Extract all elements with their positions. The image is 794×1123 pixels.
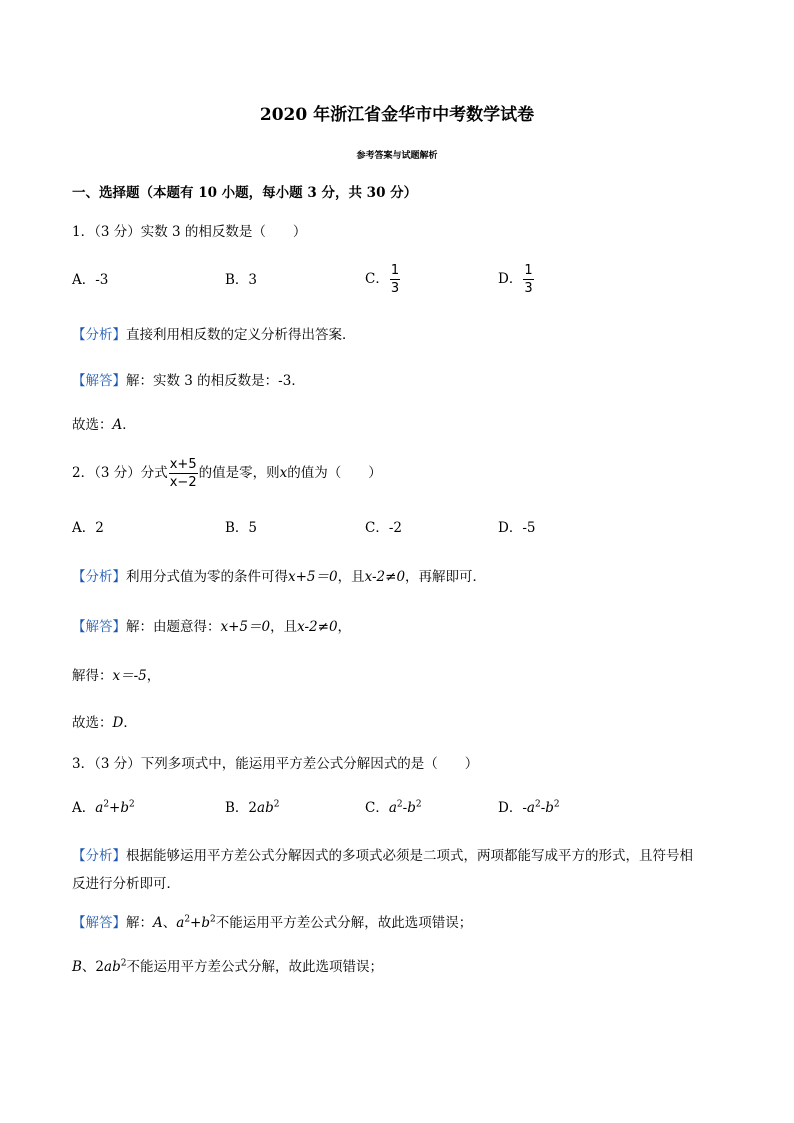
q3-option-a: A．$a^2+b^2$ (72, 799, 135, 816)
q1-option-b: B．3 (225, 272, 258, 288)
q3-option-b: B．$2ab^2$ (225, 799, 280, 816)
page-subtitle: 参考答案与试题解析 (356, 151, 438, 161)
page-title: 2020 年浙江省金华市中考数学试卷 (259, 105, 535, 125)
q1-option-d-fraction: $\frac{1}{3}$ (524, 263, 533, 296)
q2-option-b: B．5 (225, 520, 258, 536)
question-3-stem: 3．（3 分）下列多项式中，能运用平方差公式分解因式的是（ ） (72, 756, 479, 772)
answer-tag: 【解答】 (72, 373, 126, 389)
q1-option-a: A．-3 (72, 272, 109, 288)
q1-option-c-fraction: $\frac{1}{3}$ (390, 263, 400, 296)
analysis-tag: 【分析】 (72, 327, 126, 343)
q1-answer: 【解答】解：实数 3 的相反数是：-3． (72, 373, 305, 389)
q2-option-a: A．2 (72, 520, 104, 536)
q2-analysis: 【分析】利用分式值为零的条件可得x+5＝0，且x-2≠0，再解即可． (72, 569, 487, 585)
q2-answer: 【解答】解：由题意得：x+5＝0，且x-2≠0， (72, 619, 352, 635)
q3-option-d: D．$-a^2-b^2$ (498, 799, 560, 816)
q1-analysis: 【分析】直接利用相反数的定义分析得出答案． (72, 327, 356, 343)
q1-option-d: D． $\frac{1}{3}$ (498, 263, 533, 296)
q3-analysis: 【分析】根据能够运用平方差公式分解因式的多项式必须是二项式，两项都能写成平方的形式，且符号相 反进行分析即可． (72, 848, 693, 892)
q2-solution: 解得：x＝-5， (72, 668, 161, 684)
q3-answer: 【解答】解：A、$a^2+b^2$不能运用平方差公式分解，故此选项错误； (72, 914, 473, 931)
question-2-stem: 2．（3 分）分式 $\frac{x+5}{x-2}$ 的值是零，则x的值为（ ） (72, 457, 382, 490)
q2-option-d: D．-5 (498, 520, 536, 536)
q2-option-c: C．-2 (365, 520, 402, 536)
q3-option-c: C．$a^2-b^2$ (365, 799, 422, 816)
question-1-stem: 1．（3 分）实数 3 的相反数是（ ） (72, 224, 307, 240)
section-heading: 一、选择题（本题有 10 小题，每小题 3 分，共 30 分） (72, 185, 418, 201)
q2-choice: 故选：D． (72, 715, 137, 731)
q1-choice: 故选：A． (72, 417, 136, 433)
q3-answer-b: B、$2ab^2$不能运用平方差公式分解，故此选项错误； (72, 958, 383, 975)
q1-option-c: C． $\frac{1}{3}$ (365, 263, 400, 296)
q2-fraction: $\frac{x+5}{x-2}$ (169, 457, 197, 490)
